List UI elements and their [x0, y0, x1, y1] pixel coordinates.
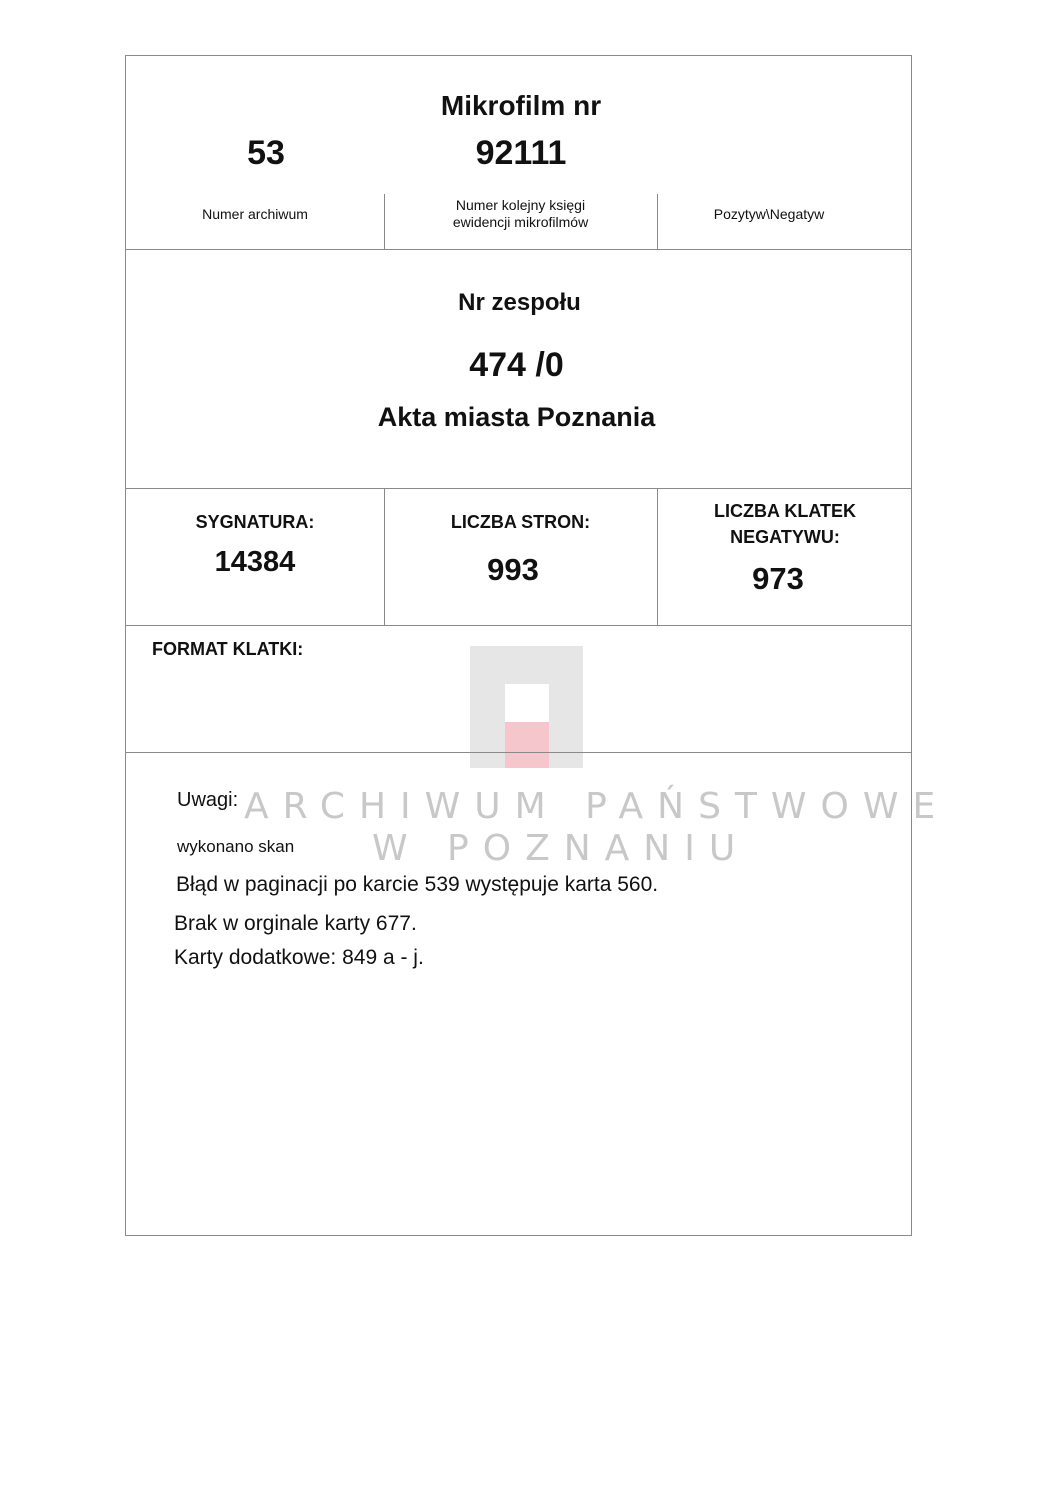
remark-line-3: Karty dodatkowe: 849 a - j. [174, 946, 424, 969]
card-title: Mikrofilm nr [440, 90, 602, 121]
frames-label-line-1: LICZBA KLATEK [714, 501, 856, 521]
frames-value: 973 [752, 561, 804, 596]
fonds-number: 474 /0 [469, 346, 564, 384]
signature-label: SYGNATURA: [195, 512, 315, 532]
remarks-label: Uwagi: [177, 789, 239, 811]
pages-label: LICZBA STRON: [450, 512, 591, 532]
label-archive-number: Numer archiwum [202, 206, 308, 222]
remark-line-2: Brak w orginale karty 677. [174, 912, 417, 935]
label-ledger-line-1: Numer kolejny księgi [455, 197, 586, 213]
watermark-line-1: ARCHIWUM PAŃSTWOWE [244, 786, 950, 827]
scan-note: wykonano skan [177, 837, 295, 856]
frames-label-line-2: NEGATYWU: [730, 527, 840, 547]
divider-fonds [126, 488, 911, 489]
fonds-name: Akta miasta Poznania [377, 402, 656, 432]
divider-format [126, 752, 911, 753]
divider-header [126, 249, 911, 250]
remark-line-1: Błąd w paginacji po karcie 539 występuje karta 560. [176, 873, 659, 896]
watermark-line-2: W POZNANIU [372, 828, 750, 869]
microfilm-card [125, 55, 912, 1236]
divider-details [126, 625, 911, 626]
archive-number: 53 [247, 134, 285, 172]
microfilm-number: 92111 [475, 134, 567, 172]
label-ledger-line-2: ewidencji mikrofilmów [452, 214, 589, 230]
fonds-title: Nr zespołu [458, 289, 581, 316]
signature-value: 14384 [214, 546, 296, 578]
frame-format-label: FORMAT KLATKI: [152, 639, 304, 659]
pages-value: 993 [487, 552, 539, 587]
label-positive-negative: Pozytyw\Negatyw [713, 206, 825, 222]
